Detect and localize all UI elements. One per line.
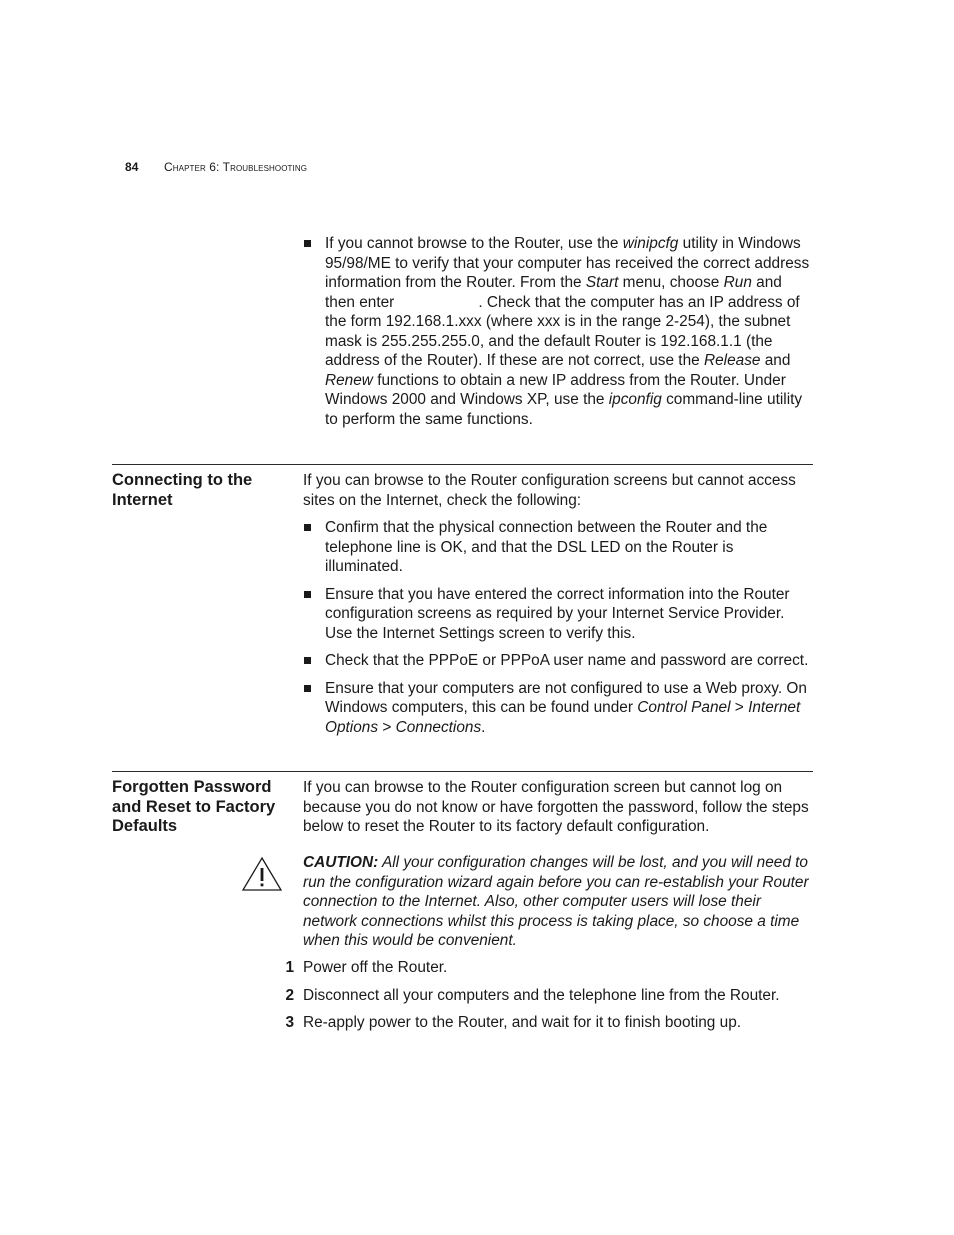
section-heading-connecting: Connecting to the Internet [112, 471, 253, 509]
bullet-icon [304, 591, 311, 598]
list-item [303, 518, 815, 577]
bullet-icon [304, 524, 311, 531]
winipcfg-bullet [303, 234, 815, 437]
section-divider [112, 771, 813, 772]
caution-note [303, 853, 815, 951]
connecting-bullets [303, 518, 815, 745]
list-item [303, 585, 815, 644]
bullet-text: Confirm that the physical connection between the Router and the telephone line is OK, and that the DSL LED on the Router is illuminated. [325, 519, 768, 575]
page-header [125, 160, 307, 174]
bullet-text: Check that the PPPoE or PPPoA user name and password are correct. [325, 652, 809, 669]
chapter-title: Chapter 6: Troubleshooting [164, 160, 308, 174]
list-item [303, 651, 815, 671]
bullet-text: Ensure that you have entered the correct information into the Router configuration screens as required by your Internet Service Provider. Use the Internet Settings screen to verify this. [325, 585, 790, 642]
step-number: 1 [285, 959, 294, 976]
step-text: Power off the Router. [303, 959, 448, 976]
caution-icon [241, 856, 283, 892]
list-item [303, 679, 815, 738]
caution-label: CAUTION: [303, 854, 379, 871]
step-number: 2 [285, 987, 294, 1004]
bullet-icon [304, 240, 311, 247]
bullet-text: If you cannot browse to the Router, use the winipcfg utility in Windows 95/98/ME to verify that your computer has received the correct address information from the Router. From the Start menu, choose Run and then enter . Check that the computer has an IP address of the form 192.168.1.xxx (where xxx is in the range 2-254), the subnet mask is 255.255.255.0, and the default Router is 192.168.1.1 (the address of the Router). If these are not correct, use the Release and Renew functions to obtain a new IP address from the Router. Under Windows 2000 and Windows XP, use the ipconfig command-line utility to perform the same functions. [325, 235, 810, 428]
forgotten-intro: If you can browse to the Router configuration screen but cannot log on because you do not know or have forgotten the password, follow the steps below to reset the Router to its factory default configuration. [303, 779, 809, 835]
step-text: Re-apply power to the Router, and wait for it to finish booting up. [303, 1014, 742, 1031]
caution-body: All your configuration changes will be lost, and you will need to run the configuration wizard again before you can re-establish your Router connection to the Internet. Also, other computer users will lose their network connections whilst this process is taking place, so choose a time when this would be convenient. [303, 854, 809, 949]
page-number: 84 [125, 160, 139, 174]
step-number: 3 [285, 1014, 294, 1031]
bullet-text: Ensure that your computers are not configured to use a Web proxy. On Windows computers, this can be found under Control Panel > Internet Options > Connections. [325, 679, 807, 736]
step-text: Disconnect all your computers and the telephone line from the Router. [303, 987, 780, 1004]
connecting-intro: If you can browse to the Router configuration screens but cannot access sites on the Internet, check the following: [303, 472, 796, 509]
section-heading-forgotten: Forgotten Password and Reset to Factory Defaults [112, 778, 276, 835]
section-divider [112, 464, 813, 465]
bullet-icon [304, 657, 311, 664]
list-item [303, 234, 815, 429]
bullet-icon [304, 685, 311, 692]
